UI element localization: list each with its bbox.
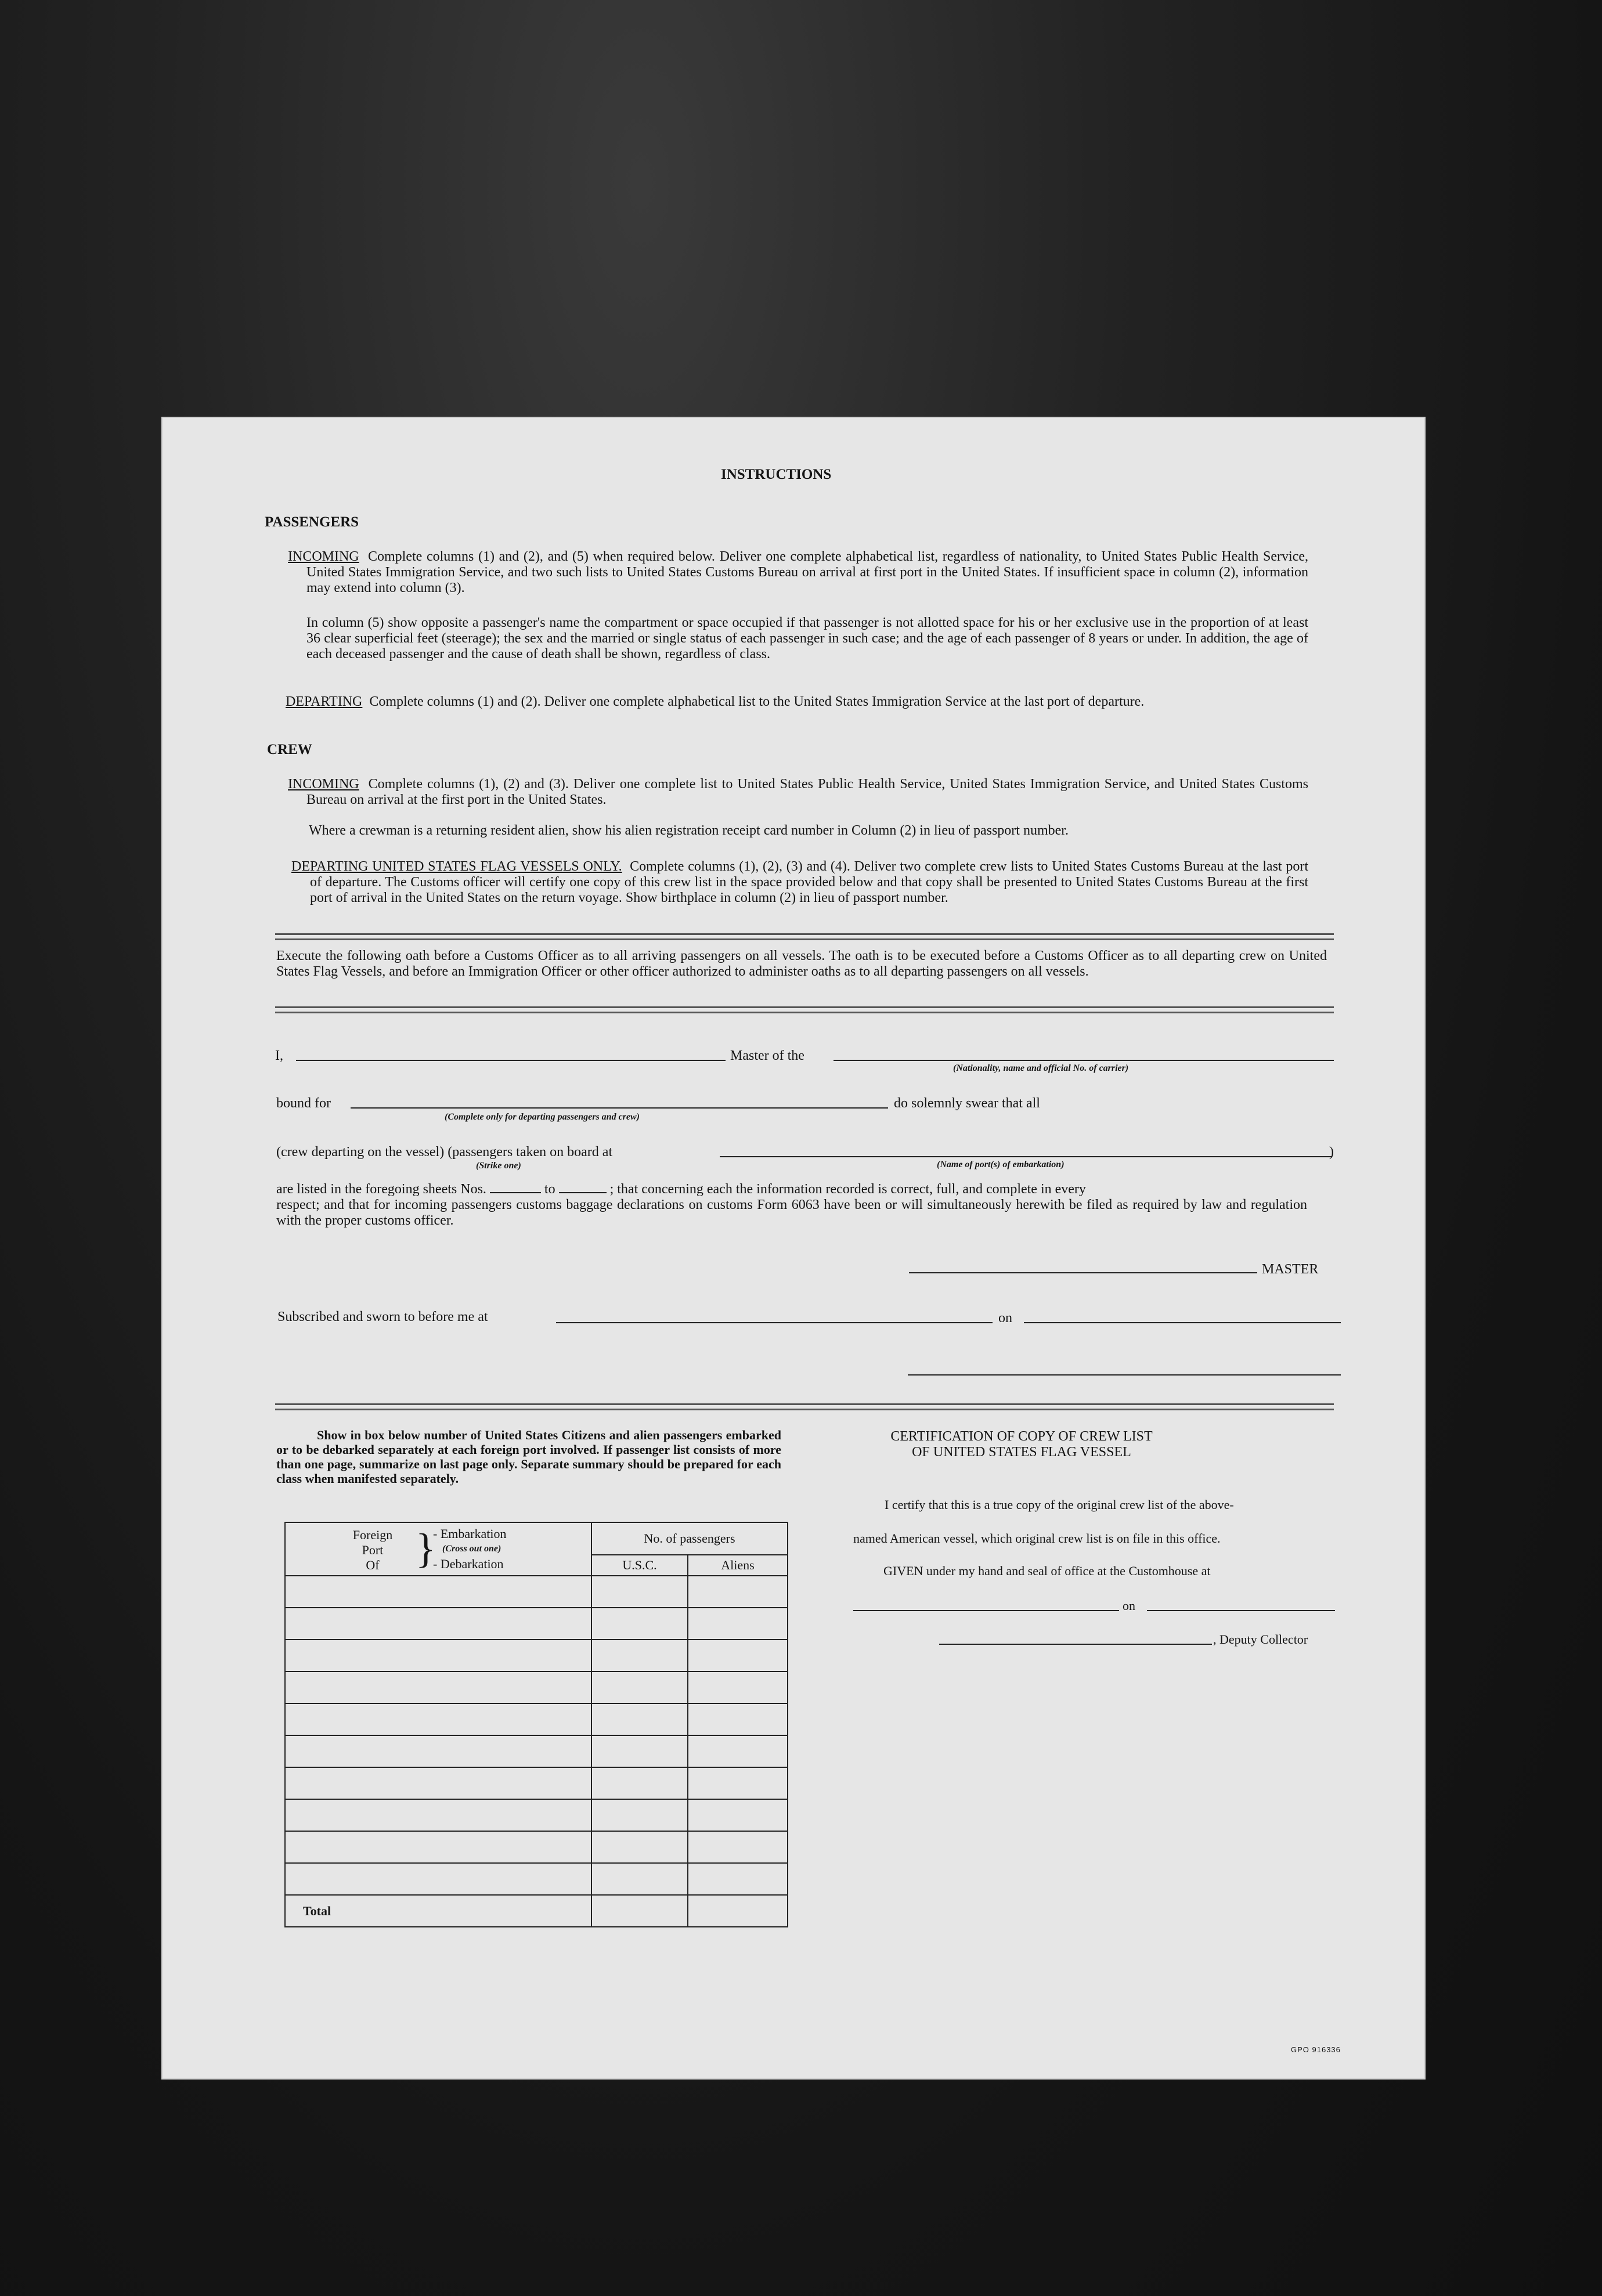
listed-pre: are listed in the foregoing sheets Nos. — [276, 1182, 486, 1197]
to-label: to — [544, 1182, 555, 1197]
certification-line3: GIVEN under my hand and seal of office at the Customhouse at — [883, 1564, 1211, 1578]
table-row[interactable] — [285, 1799, 591, 1831]
table-row[interactable] — [285, 1863, 591, 1895]
table-cell[interactable] — [688, 1640, 788, 1672]
listed-post: ; that concerning each the information recorded is correct, full, and complete in every — [609, 1182, 1086, 1197]
table-cell[interactable] — [688, 1799, 788, 1831]
table-cell[interactable] — [591, 1735, 688, 1767]
form-sheet — [161, 417, 1426, 2080]
brace-symbol: } — [416, 1525, 436, 1572]
bound-for-caption: (Complete only for departing passengers and crew) — [445, 1112, 640, 1122]
certification-line1: I certify that this is a true copy of the original crew list of the above- — [885, 1497, 1234, 1512]
passengers-incoming-paragraph — [288, 549, 1308, 596]
foreign-port-header — [285, 1522, 591, 1576]
total-usc-cell[interactable] — [591, 1895, 688, 1927]
crew-incoming-paragraph — [288, 777, 1308, 808]
nationality-caption: (Nationality, name and official No. of carrier) — [953, 1063, 1129, 1073]
master-signature-line[interactable] — [909, 1272, 1257, 1273]
respect-paragraph: respect; and that for incoming passengers customs baggage declarations on customs Form 6063 have been or will simultaneously herewith be filed as required by law and regulation with the proper customs officer. — [276, 1197, 1307, 1228]
col-port: Port — [362, 1543, 384, 1557]
total-label: Total — [285, 1895, 591, 1927]
table-cell[interactable] — [591, 1863, 688, 1895]
customhouse-line[interactable] — [853, 1610, 1119, 1611]
passengers-heading: PASSENGERS — [265, 514, 359, 530]
crew-resident-paragraph: Where a crewman is a returning resident alien, show his alien registration receipt card number in Column (2) in lieu of passport number. — [309, 823, 1069, 838]
table-row[interactable] — [285, 1703, 591, 1735]
bound-for-label: bound for — [276, 1096, 331, 1111]
port-caption: (Name of port(s) of embarkation) — [937, 1160, 1065, 1169]
officer-signature-line[interactable] — [908, 1374, 1341, 1376]
page-title: INSTRUCTIONS — [721, 467, 832, 482]
col-foreign: Foreign — [352, 1528, 393, 1542]
master-name-line[interactable] — [296, 1060, 726, 1061]
table-cell[interactable] — [688, 1608, 788, 1640]
passengers-incoming-label: INCOMING — [288, 549, 359, 564]
table-cell[interactable] — [591, 1608, 688, 1640]
crew-departing-text: (crew departing on the vessel) (passengers taken on board at — [276, 1145, 613, 1160]
certification-date-line[interactable] — [1147, 1610, 1335, 1611]
sworn-location-line[interactable] — [556, 1322, 993, 1323]
table-row[interactable] — [285, 1576, 591, 1608]
table-cell[interactable] — [591, 1703, 688, 1735]
embarkation-label: - Embarkation — [433, 1526, 507, 1541]
on-label: on — [998, 1311, 1012, 1326]
table-cell[interactable] — [688, 1831, 788, 1863]
section-divider — [275, 933, 1334, 940]
swear-text: do solemnly swear that all — [894, 1096, 1040, 1111]
table-cell[interactable] — [688, 1863, 788, 1895]
cross-out-caption: (Cross out one) — [442, 1544, 501, 1554]
strike-one-caption: (Strike one) — [476, 1161, 521, 1171]
table-cell[interactable] — [688, 1735, 788, 1767]
table-row[interactable] — [285, 1672, 591, 1703]
sworn-date-line[interactable] — [1024, 1322, 1341, 1323]
passengers-incoming-text: Complete columns (1) and (2), and (5) when required below. Deliver one complete alphabetical list, regardless of nationality, to United States Public Health Service, United States Immigration Service, and two such lists to United States Customs Bureau on arrival at first port in the United States. If insufficient space in column (2), information may extend into column (3). — [306, 549, 1309, 595]
deputy-signature-line[interactable] — [939, 1644, 1212, 1645]
crew-departing-text: Complete columns (1), (2), (3) and (4). Deliver two complete crew lists to United States Customs Bureau at the last port of departure. The Customs officer will certify one copy of this crew list in the space provided below and that copy shall be presented to United States Customs Bureau at the first port of arrival in the United States on the return voyage. Show birthplace in column (2) in lieu of passport number. — [310, 859, 1309, 905]
total-aliens-cell[interactable] — [688, 1895, 788, 1927]
oath-i-label: I, — [275, 1048, 283, 1063]
table-row[interactable] — [285, 1640, 591, 1672]
crew-incoming-text: Complete columns (1), (2) and (3). Deliver one complete list to United States Public Health Service, United States Immigration Service, and United States Customs Bureau on arrival at the first port in the United States. — [306, 777, 1309, 807]
master-of-the-label: Master of the — [730, 1048, 804, 1063]
summary-instructions: Show in box below number of United States Citizens and alien passengers embarked or to be debarked separately at each foreign port involved. If passenger list consists of more than one page, summarize on last page only. Separate summary should be prepared for each class when manifested separately. — [276, 1428, 781, 1486]
listed-line — [276, 1182, 1086, 1197]
table-cell[interactable] — [688, 1672, 788, 1703]
deputy-collector-label: , Deputy Collector — [1213, 1632, 1308, 1647]
section-divider — [275, 1403, 1334, 1410]
certification-title-line1: CERTIFICATION OF COPY OF CREW LIST — [890, 1429, 1153, 1444]
crew-incoming-label: INCOMING — [288, 777, 359, 792]
crew-departing-paragraph — [291, 859, 1308, 906]
certification-title-line2: OF UNITED STATES FLAG VESSEL — [912, 1445, 1131, 1460]
table-cell[interactable] — [591, 1672, 688, 1703]
crew-heading: CREW — [267, 742, 312, 757]
table-cell[interactable] — [591, 1831, 688, 1863]
aliens-header: Aliens — [688, 1555, 788, 1576]
table-cell[interactable] — [591, 1640, 688, 1672]
passengers-column5-paragraph: In column (5) show opposite a passenger's name the compartment or space occupied if that passenger is not allotted space for his or her exclusive use in the proportion of at least 36 clear superficial feet (steerage); the sex and the married or single status of each passenger in such case; and the age of each passenger of 8 years or under. In addition, the age of each deceased passenger and the cause of death shall be shown, regardless of class. — [306, 615, 1308, 662]
master-label: MASTER — [1262, 1262, 1319, 1277]
no-passengers-header: No. of passengers — [591, 1522, 788, 1555]
table-cell[interactable] — [591, 1799, 688, 1831]
table-cell[interactable] — [688, 1767, 788, 1799]
subscribed-label: Subscribed and sworn to before me at — [277, 1309, 488, 1324]
table-row[interactable] — [285, 1608, 591, 1640]
col-of: Of — [366, 1558, 380, 1572]
table-cell[interactable] — [688, 1576, 788, 1608]
sheet-from-line[interactable] — [490, 1192, 541, 1193]
debarkation-label: - Debarkation — [433, 1557, 504, 1571]
passengers-departing-label: DEPARTING — [286, 694, 363, 709]
certification-on-label: on — [1123, 1598, 1135, 1613]
embarkation-port-line[interactable] — [720, 1156, 1332, 1157]
usc-header: U.S.C. — [591, 1555, 688, 1576]
table-row[interactable] — [285, 1735, 591, 1767]
certification-title — [876, 1429, 1167, 1460]
table-row[interactable] — [285, 1767, 591, 1799]
table-cell[interactable] — [591, 1576, 688, 1608]
gpo-number: GPO 916336 — [1291, 2045, 1341, 2054]
table-cell[interactable] — [688, 1703, 788, 1735]
close-paren: ) — [1329, 1145, 1334, 1160]
carrier-line[interactable] — [834, 1060, 1334, 1061]
table-cell[interactable] — [591, 1767, 688, 1799]
crew-departing-label: DEPARTING UNITED STATES FLAG VESSELS ONLY. — [291, 859, 622, 874]
oath-intro: Execute the following oath before a Customs Officer as to all arriving passengers on all vessels. The oath is to be executed before a Customs Officer as to all departing crew on United States Flag Vessels, and before an Immigration Officer or other officer authorized to administer oaths as to all departing passengers on all vessels. — [276, 948, 1327, 979]
table-row[interactable] — [285, 1831, 591, 1863]
section-divider — [275, 1006, 1334, 1013]
bound-for-line[interactable] — [351, 1107, 888, 1109]
passengers-departing-text: Complete columns (1) and (2). Deliver one complete alphabetical list to the United States Immigration Service at the last port of departure. — [369, 694, 1145, 709]
sheet-to-line[interactable] — [559, 1192, 607, 1193]
certification-line2: named American vessel, which original crew list is on file in this office. — [853, 1531, 1221, 1546]
passengers-departing-paragraph — [286, 694, 1308, 710]
passenger-summary-table — [284, 1522, 788, 1927]
